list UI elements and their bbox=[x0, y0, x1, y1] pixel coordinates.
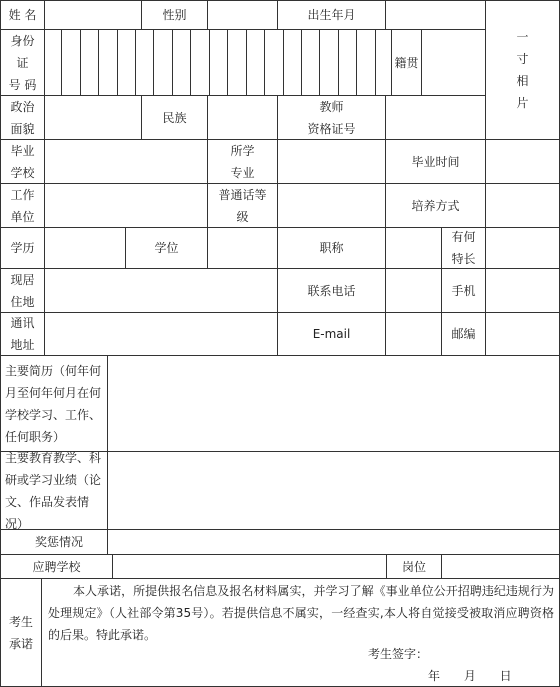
position-input[interactable] bbox=[442, 555, 559, 578]
teacher-cert-input[interactable] bbox=[386, 96, 485, 139]
work-unit-line-2: 单位 bbox=[10, 209, 35, 224]
political-label-line-2: 面貌 bbox=[10, 121, 35, 136]
professional-title-label: 职称 bbox=[319, 241, 344, 255]
name-input[interactable] bbox=[45, 1, 141, 29]
apply-school-label: 应聘学校 bbox=[32, 559, 81, 574]
promise-text: 本人承诺，所提供报名信息及报名材料属实，并学习了解《事业单位公开招聘违纪违规行为处理规定》（人社部令第35号）。若提供信息不属实，一经查实,本人将自觉接受被取消应聘资格的后果。特此承诺。 bbox=[48, 584, 554, 642]
photo-label-1: 一 bbox=[516, 30, 529, 44]
id-label-line-1: 身份 bbox=[10, 33, 35, 48]
id-label-line-2: 证 bbox=[16, 55, 29, 70]
apply-school-input[interactable] bbox=[113, 555, 386, 578]
major-line-2: 专业 bbox=[230, 165, 255, 180]
photo-placeholder[interactable] bbox=[486, 22, 559, 118]
resume-label bbox=[1, 356, 107, 451]
work-unit-line-1: 工作 bbox=[10, 187, 35, 202]
graduate-school-input[interactable] bbox=[45, 140, 207, 183]
graduation-time-label: 毕业时间 bbox=[411, 154, 460, 169]
position-label: 岗位 bbox=[401, 559, 426, 574]
major-input[interactable] bbox=[278, 140, 385, 183]
work-unit-input[interactable] bbox=[45, 184, 207, 227]
mobile-label: 手机 bbox=[451, 283, 476, 298]
name-label: 姓 名 bbox=[8, 8, 37, 22]
date-label: 年 月 日 bbox=[428, 669, 512, 683]
promise-label-line-1: 考生 bbox=[8, 614, 33, 629]
residence-input[interactable] bbox=[45, 269, 277, 312]
specialty-input[interactable] bbox=[486, 228, 559, 268]
rewards-label: 奖惩情况 bbox=[34, 535, 83, 549]
photo-label-2: 寸 bbox=[516, 52, 529, 66]
specialty-line-2: 特长 bbox=[451, 252, 476, 266]
address-line-1: 通讯 bbox=[10, 316, 35, 330]
email-label: E-mail bbox=[312, 327, 351, 341]
photo-label-3: 相 bbox=[516, 74, 529, 88]
contact-phone-input[interactable] bbox=[386, 269, 441, 312]
native-place-label: 籍贯 bbox=[394, 55, 419, 70]
mandarin-line-2: 级 bbox=[236, 209, 249, 224]
political-status-input[interactable] bbox=[45, 96, 141, 139]
postcode-input[interactable] bbox=[486, 313, 559, 355]
major-label bbox=[208, 140, 277, 183]
contact-phone-label: 联系电话 bbox=[307, 283, 356, 298]
achievements-input[interactable] bbox=[108, 452, 559, 529]
achievements-label-text: 主要教育教学、科研或学习业绩（论文、作品发表情况） bbox=[5, 450, 102, 531]
education-label: 学历 bbox=[10, 241, 35, 255]
promise-label bbox=[1, 579, 41, 686]
residence-line-1: 现居 bbox=[10, 272, 35, 287]
gender-label: 性别 bbox=[162, 8, 187, 22]
ethnicity-input[interactable] bbox=[208, 96, 277, 139]
residence-label bbox=[1, 269, 44, 312]
specialty-line-1: 有何 bbox=[451, 230, 476, 244]
mailing-address-input[interactable] bbox=[45, 313, 277, 355]
email-input[interactable] bbox=[386, 313, 441, 355]
work-unit-label bbox=[1, 184, 44, 227]
grad-school-line-2: 学校 bbox=[10, 165, 35, 180]
id-label-line-3: 号 码 bbox=[8, 77, 37, 92]
signature-input[interactable] bbox=[430, 643, 550, 663]
id-number-boxes[interactable] bbox=[45, 30, 391, 95]
residence-line-2: 住地 bbox=[10, 294, 35, 309]
native-place-input[interactable] bbox=[422, 30, 485, 95]
mandarin-level-input[interactable] bbox=[278, 184, 385, 227]
political-status-label bbox=[1, 96, 44, 139]
rewards-input[interactable] bbox=[108, 530, 559, 554]
degree-input[interactable] bbox=[208, 228, 277, 268]
achievements-label bbox=[1, 452, 107, 529]
birth-label: 出生年月 bbox=[307, 8, 356, 22]
education-input[interactable] bbox=[45, 228, 125, 268]
mobile-input[interactable] bbox=[486, 269, 559, 312]
address-line-2: 地址 bbox=[10, 338, 35, 352]
resume-input[interactable] bbox=[108, 356, 559, 451]
ethnicity-label: 民族 bbox=[162, 110, 187, 125]
teacher-cert-label bbox=[278, 96, 385, 139]
gender-input[interactable] bbox=[208, 1, 277, 29]
birth-input[interactable] bbox=[386, 1, 485, 29]
teacher-cert-line-2: 资格证号 bbox=[307, 121, 356, 136]
promise-label-line-2: 承诺 bbox=[8, 636, 33, 651]
graduation-time-input[interactable] bbox=[486, 140, 559, 183]
degree-label: 学位 bbox=[154, 241, 179, 255]
major-line-1: 所学 bbox=[230, 143, 255, 158]
teacher-cert-line-1: 教师 bbox=[319, 99, 344, 114]
grad-school-line-1: 毕业 bbox=[10, 143, 35, 158]
mandarin-level-label bbox=[208, 184, 277, 227]
training-mode-label: 培养方式 bbox=[411, 198, 460, 213]
professional-title-input[interactable] bbox=[386, 228, 441, 268]
graduate-school-label bbox=[1, 140, 44, 183]
resume-label-text: 主要简历（何年何月至何年何月在何学校学习、工作、任何职务） bbox=[5, 363, 102, 444]
signature-label: 考生签字： bbox=[368, 647, 429, 661]
political-label-line-1: 政治 bbox=[10, 99, 35, 114]
mandarin-line-1: 普通话等 bbox=[218, 187, 267, 202]
photo-label-4: 片 bbox=[516, 96, 529, 110]
mailing-address-label bbox=[1, 313, 44, 355]
id-number-label bbox=[1, 30, 44, 95]
training-mode-input[interactable] bbox=[486, 184, 559, 227]
specialty-label bbox=[442, 228, 485, 268]
postcode-label: 邮编 bbox=[451, 327, 476, 341]
